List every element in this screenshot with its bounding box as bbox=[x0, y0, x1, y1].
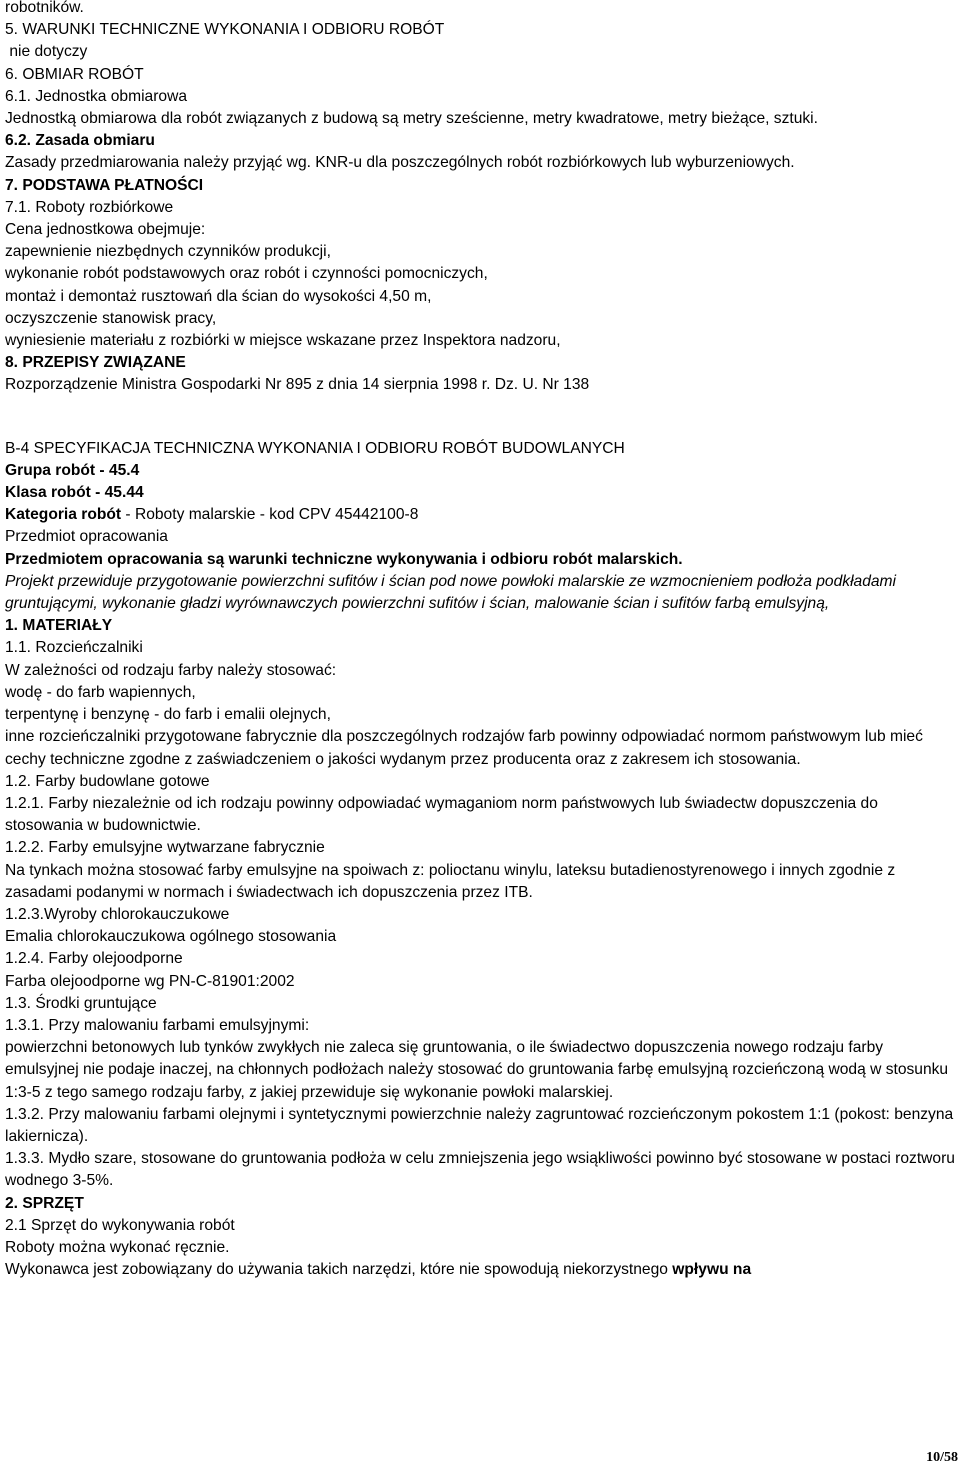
text-line: robotników. bbox=[5, 0, 84, 16]
text-line: Rozporządzenie Ministra Gospodarki Nr 895 z dnia 14 sierpnia 1998 r. Dz. U. Nr 138 bbox=[5, 376, 590, 394]
subsection-heading: 7.1. Roboty rozbiórkowe bbox=[5, 198, 174, 216]
text-segment-bold: wpływu na bbox=[672, 1261, 752, 1279]
list-item: wykonanie robót podstawowych oraz robót i czynności pomocniczych, bbox=[5, 265, 488, 283]
subsection-heading: 1.2. Farby budowlane gotowe bbox=[5, 772, 210, 790]
spacer bbox=[5, 418, 955, 438]
category-value: - Roboty malarskie - kod CPV 45442100-8 bbox=[121, 506, 419, 524]
list-item: oczyszczenie stanowisk pracy, bbox=[5, 309, 217, 327]
subsection-heading: 1.1. Rozcieńczalniki bbox=[5, 639, 143, 657]
list-item: terpentynę i benzynę - do farb i emalii olejnych, bbox=[5, 706, 331, 724]
subsection-heading: 1.2.2. Farby emulsyjne wytwarzane fabrycznie bbox=[5, 839, 325, 857]
text-line: nie dotyczy bbox=[5, 43, 88, 61]
subsection-heading: 6.1. Jednostka obmiarowa bbox=[5, 87, 188, 105]
scope-statement: Przedmiotem opracowania są warunki techniczne wykonywania i odbioru robót malarskich. bbox=[5, 550, 683, 568]
text-line: Farba olejoodporne wg PN-C-81901:2002 bbox=[5, 972, 295, 990]
subsection-heading: 1.3.1. Przy malowaniu farbami emulsyjnymi: bbox=[5, 1016, 310, 1034]
text-line: Emalia chlorokauczukowa ogólnego stosowania bbox=[5, 928, 337, 946]
section-heading-equipment: 2. SPRZĘT bbox=[5, 1194, 84, 1212]
list-item: wodę - do farb wapiennych, bbox=[5, 683, 196, 701]
list-item: montaż i demontaż rusztowań dla ścian do wysokości 4,50 m, bbox=[5, 287, 432, 305]
spec-group: Grupa robót - 45.4 bbox=[5, 461, 140, 479]
list-item: zapewnienie niezbędnych czynników produkcji, bbox=[5, 243, 331, 261]
paragraph: Jednostką obmiarowa dla robót związanych z budową są metry sześcienne, metry kwadratowe, metry bieżące, sztuki. bbox=[5, 110, 818, 128]
paragraph: Na tynkach można stosować farby emulsyjne na spoiwach z: polioctanu winylu, lateksu butadienostyrenowego i innych zgodnie z zasadami podanymi w normach i świadectwach ich dopuszczenia przez ITB. bbox=[5, 861, 896, 901]
section-heading-6: 6. OBMIAR ROBÓT bbox=[5, 65, 144, 83]
section-heading-8: 8. PRZEPISY ZWIĄZANE bbox=[5, 354, 186, 372]
subsection-heading: 1.2.4. Farby olejoodporne bbox=[5, 950, 183, 968]
paragraph: inne rozcieńczalniki przygotowane fabrycznie dla poszczególnych rodzajów farb powinny odpowiadać normom państwowym lub mieć cechy techniczne zgodne z zaświadczeniem o jakości wydanym przez producenta oraz z zakresem ich stosowania. bbox=[5, 728, 923, 768]
document-page bbox=[5, 0, 955, 1281]
spacer bbox=[5, 397, 955, 418]
category-label: Kategoria robót bbox=[5, 506, 122, 524]
text-line: Roboty można wykonać ręcznie. bbox=[5, 1238, 230, 1256]
paragraph: 1.3.2. Przy malowaniu farbami olejnymi i syntetycznymi powierzchnie należy zagruntować rozcieńczonym pokostem 1:1 (pokost: benzyna lakiernicza). bbox=[5, 1105, 954, 1145]
paragraph: powierzchni betonowych lub tynków zwykłych nie zaleca się gruntowania, o ile świadectwo dopuszczenia nowego rodzaju farby emulsyjnej nie podaje inaczej, na chłonnych podłożach należy stosować do gruntowania farbę emulsyjną rozcieńczoną wodą w stosunku 1:3-5 z tego samego rodzaju farby, z jakiej przewiduje się wykonanie powłoki malarskiej. bbox=[5, 1039, 949, 1101]
section-heading-materials: 1. MATERIAŁY bbox=[5, 617, 113, 635]
page-number: 10/58 bbox=[926, 1450, 958, 1465]
text-line: Przedmiot opracowania bbox=[5, 528, 168, 546]
text-line: W zależności od rodzaju farby należy stosować: bbox=[5, 661, 337, 679]
section-heading-7: 7. PODSTAWA PŁATNOŚCI bbox=[5, 176, 204, 194]
spec-class: Klasa robót - 45.44 bbox=[5, 484, 144, 502]
paragraph: 1.3.3. Mydło szare, stosowane do gruntowania podłoża w celu zmniejszenia jego wsiąkliwości powinno być stosowane w postaci roztworu wodnego 3-5%. bbox=[5, 1150, 955, 1190]
subsection-heading: 2.1 Sprzęt do wykonywania robót bbox=[5, 1216, 235, 1234]
subsection-heading: 1.2.3.Wyroby chlorokauczukowe bbox=[5, 905, 230, 923]
text-line bbox=[5, 1259, 955, 1281]
spec-title: B-4 SPECYFIKACJA TECHNICZNA WYKONANIA I ODBIORU ROBÓT BUDOWLANYCH bbox=[5, 439, 625, 457]
subsection-heading: 1.3. Środki gruntujące bbox=[5, 994, 157, 1012]
section-heading-5: 5. WARUNKI TECHNICZNE WYKONANIA I ODBIORU ROBÓT bbox=[5, 21, 445, 39]
paragraph: Zasady przedmiarowania należy przyjąć wg. KNR-u dla poszczególnych robót rozbiórkowych lub wyburzeniowych. bbox=[5, 154, 795, 172]
subsection-heading: 6.2. Zasada obmiaru bbox=[5, 132, 155, 150]
project-description: Projekt przewiduje przygotowanie powierzchni sufitów i ścian pod nowe powłoki malarskie ze wzmocnieniem podłoża podkładami gruntującymi, wykonanie gładzi wyrównawczych powierzchni sufitów i ścian, malowanie ścian i sufitów farbą emulsyjną, bbox=[5, 572, 897, 613]
spec-category bbox=[5, 504, 955, 526]
paragraph: 1.2.1. Farby niezależnie od ich rodzaju powinny odpowiadać wymaganiom norm państwowych lub świadectw dopuszczenia do stosowania w budownictwie. bbox=[5, 794, 878, 835]
text-line: Cena jednostkowa obejmuje: bbox=[5, 221, 206, 239]
list-item: wyniesienie materiału z rozbiórki w miejsce wskazane przez Inspektora nadzoru, bbox=[5, 332, 561, 350]
text-segment: Wykonawca jest zobowiązany do używania takich narzędzi, które nie spowodują niekorzystnego bbox=[5, 1261, 673, 1279]
